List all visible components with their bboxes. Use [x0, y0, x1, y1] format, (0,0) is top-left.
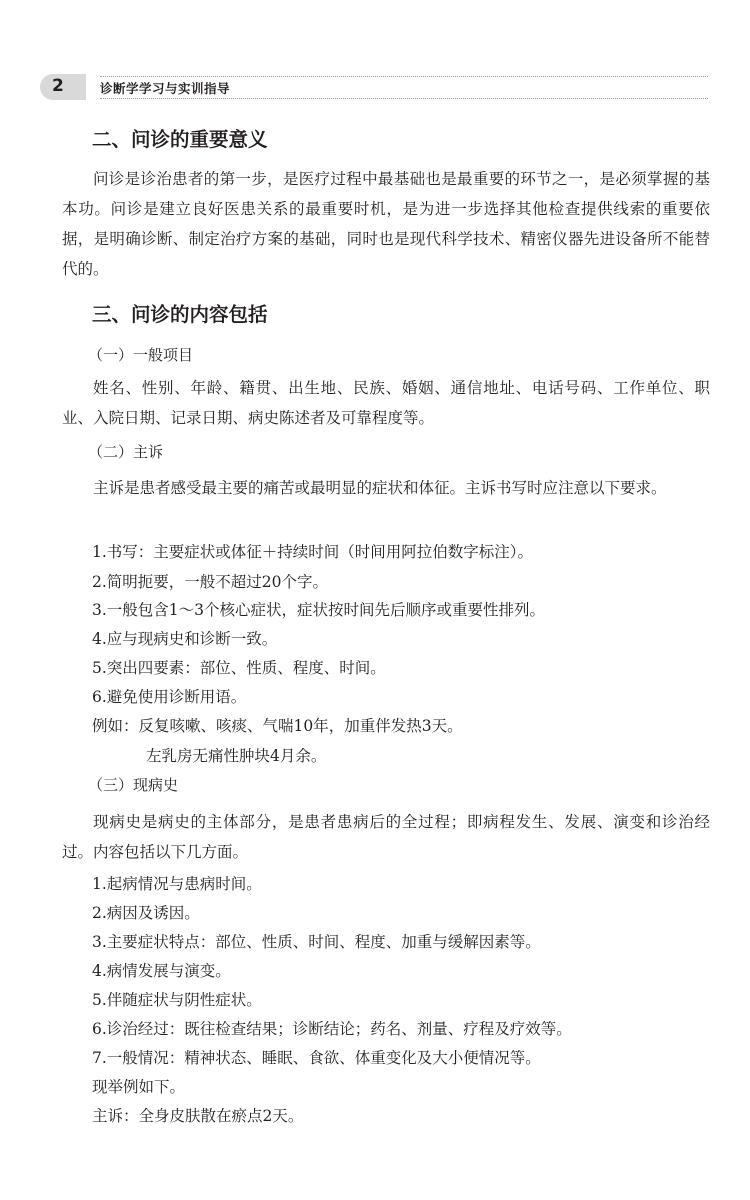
page-header	[40, 74, 708, 102]
list-item: 3.一般包含1～3个核心症状，症状按时间先后顺序或重要性排列。	[92, 601, 546, 619]
subsection-title-present-illness: （三）现病史	[88, 776, 179, 794]
running-title: 诊断学学习与实训指导	[100, 81, 231, 96]
list-item: 6.诊治经过：既往检查结果；诊断结论；药名、剂量、疗程及疗效等。	[92, 1020, 572, 1038]
subsection-title-general: （一）一般项目	[88, 346, 194, 364]
list-item: 4.病情发展与演变。	[92, 962, 231, 980]
subsection-title-chief-complaint: （二）主诉	[88, 443, 164, 461]
subsection-paragraph-present-illness: 现病史是病史的主体部分，是患者患病后的全过程；即病程发生、发展、演变和诊治经过。内容包括以下几方面。	[62, 813, 710, 861]
page-arrow-icon	[70, 74, 86, 100]
list-item: 5.伴随症状与阴性症状。	[92, 991, 262, 1009]
list-item: 1.起病情况与患病时间。	[92, 875, 262, 893]
list-item: 2.病因及诱因。	[92, 904, 200, 922]
list-item: 5.突出四要素：部位、性质、程度、时间。	[92, 659, 386, 677]
header-rule-top	[100, 76, 708, 77]
list-item: 6.避免使用诊断用语。	[92, 688, 247, 706]
section-title-contents: 三、问诊的内容包括	[92, 303, 268, 326]
chief-complaint-example: 主诉：全身皮肤散在瘀点2天。	[92, 1107, 304, 1125]
list-item: 7.一般情况：精神状态、睡眠、食欲、体重变化及大小便情况等。	[92, 1049, 541, 1067]
subsection-paragraph-chief-complaint: 主诉是患者感受最主要的痛苦或最明显的症状和体征。主诉书写时应注意以下要求。	[93, 479, 667, 497]
list-item: 3.主要症状特点：部位、性质、时间、程度、加重与缓解因素等。	[92, 933, 541, 951]
header-rule-bottom	[100, 98, 708, 99]
subsection-paragraph-general: 姓名、性别、年龄、籍贯、出生地、民族、婚姻、通信地址、电话号码、工作单位、职业、入院日期、记录日期、病史陈述者及可靠程度等。	[62, 379, 710, 427]
section-title-importance: 二、问诊的重要意义	[92, 128, 268, 151]
list-item: 2.简明扼要，一般不超过20个字。	[92, 573, 329, 591]
list-item: 4.应与现病史和诊断一致。	[92, 630, 278, 648]
example-line: 例如：反复咳嗽、咳痰、气喘10年，加重伴发热3天。	[92, 717, 463, 735]
page-number: 2	[52, 76, 64, 96]
list-item: 1.书写：主要症状或体征＋持续时间（时间用阿拉伯数字标注）。	[92, 543, 534, 561]
section-paragraph-importance: 问诊是诊治患者的第一步，是医疗过程中最基础也是最重要的环节之一，是必须掌握的基本功。问诊是建立良好医患关系的最重要时机，是为进一步选择其他检查提供线索的重要依据，是明确诊断、制定治疗方案的基础，同时也是现代科学技术、精密仪器先进设备所不能替代的。	[62, 170, 710, 278]
example-line: 左乳房无痛性肿块4月余。	[146, 747, 327, 765]
example-intro: 现举例如下。	[92, 1078, 186, 1096]
